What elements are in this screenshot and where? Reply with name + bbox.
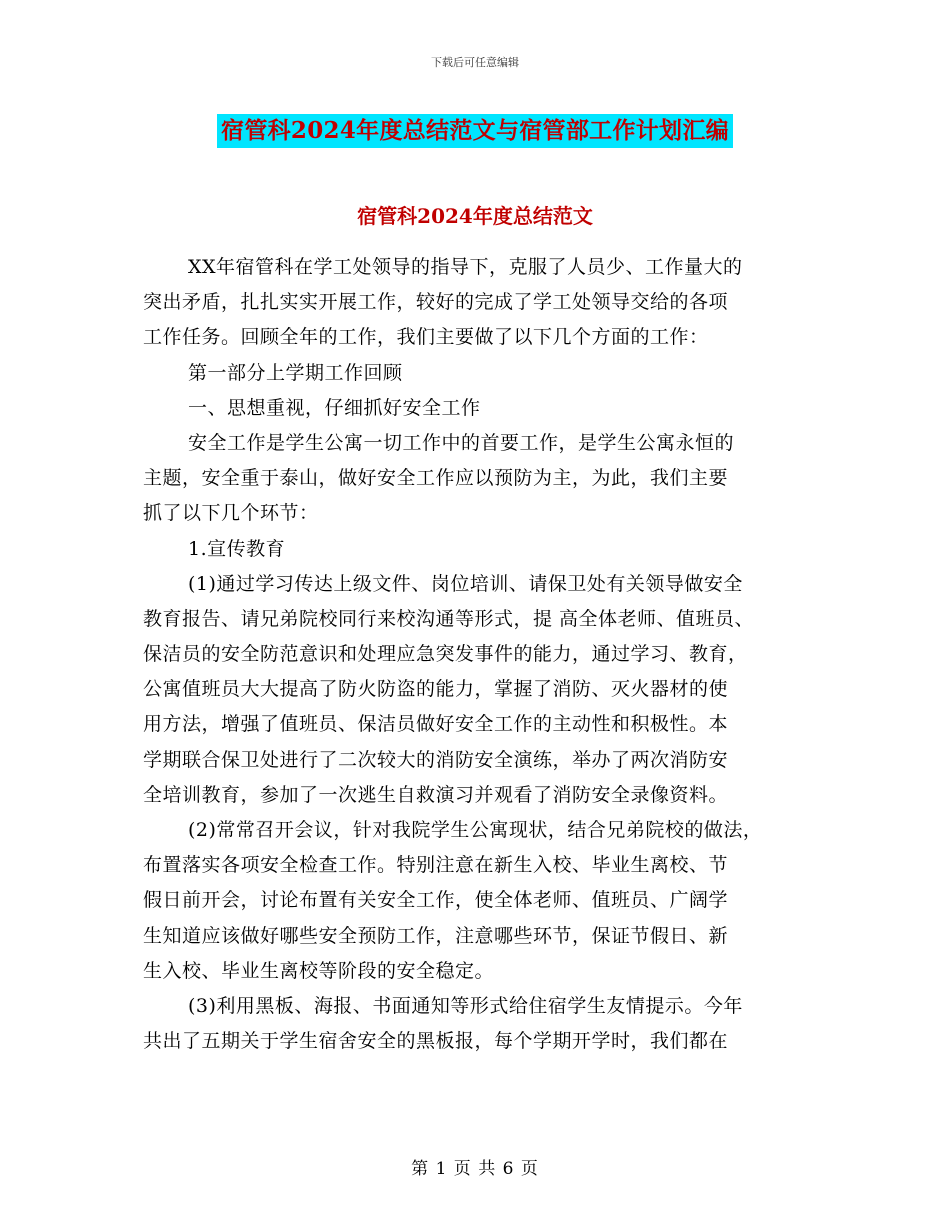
body-line: 布置落实各项安全检查工作。特别注意在新生入校、毕业生离校、节 [143, 854, 729, 877]
body-line: 生入校、毕业生离校等阶段的安全稳定。 [143, 959, 495, 982]
body-line: (3)利用黑板、海报、书面通知等形式给住宿学生友情提示。今年 [188, 994, 743, 1017]
body-line: XX年宿管科在学工处领导的指导下，克服了人员少、工作量大的 [188, 256, 743, 278]
body-line: 第一部分上学期工作回顾 [188, 361, 403, 384]
body-line: 学期联合保卫处进行了二次较大的消防安全演练，举办了两次消防安 [143, 748, 729, 771]
body-line: 用方法，增强了值班员、保洁员做好安全工作的主动性和积极性。本 [143, 713, 729, 736]
body-line: 假日前开会，讨论布置有关安全工作，使全体老师、值班员、广阔学 [143, 889, 729, 912]
document-title: 宿管科2024年度总结范文与宿管部工作计划汇编 [217, 114, 733, 148]
body-line: 工作任务。回顾全年的工作，我们主要做了以下几个方面的工作： [143, 326, 709, 349]
body-line: 共出了五期关于学生宿舍安全的黑板报，每个学期开学时，我们都在 [143, 1030, 729, 1053]
body-line: 生知道应该做好哪些安全预防工作，注意哪些环节，保证节假日、新 [143, 924, 729, 947]
body-line: 全培训教育，参加了一次逃生自救演习并观看了消防安全录像资料。 [143, 783, 729, 806]
document-body [143, 250, 813, 1059]
body-line: 一、思想重视，仔细抓好安全工作 [188, 396, 481, 419]
document-title-container [0, 114, 950, 148]
body-line: 公寓值班员大大提高了防火防盗的能力，掌握了消防、灭火器材的使 [143, 678, 729, 701]
page-footer: 第 1 页 共 6 页 [411, 1159, 539, 1179]
body-line: 突出矛盾，扎扎实实开展工作，较好的完成了学工处领导交给的各项 [143, 291, 729, 314]
section-title: 宿管科2024年度总结范文 [357, 204, 593, 228]
body-line: 主题，安全重于泰山，做好安全工作应以预防为主，为此，我们主要 [143, 467, 729, 490]
body-line: (2)常常召开会议，针对我院学生公寓现状，结合兄弟院校的做法， [188, 819, 763, 841]
body-line: 1.宣传教育 [188, 537, 286, 560]
body-line: (1)通过学习传达上级文件、岗位培训、请保卫处有关领导做安全 [188, 572, 743, 595]
page-header-note: 下载后可任意编辑 [431, 56, 519, 69]
body-line: 抓了以下几个环节： [143, 502, 319, 525]
body-line: 安全工作是学生公寓一切工作中的首要工作，是学生公寓永恒的 [188, 431, 735, 454]
body-line: 保洁员的安全防范意识和处理应急突发事件的能力，通过学习、教育， [143, 643, 748, 666]
body-line: 教育报告、请兄弟院校同行来校沟通等形式，提 高全体老师、值班员、 [143, 607, 755, 630]
